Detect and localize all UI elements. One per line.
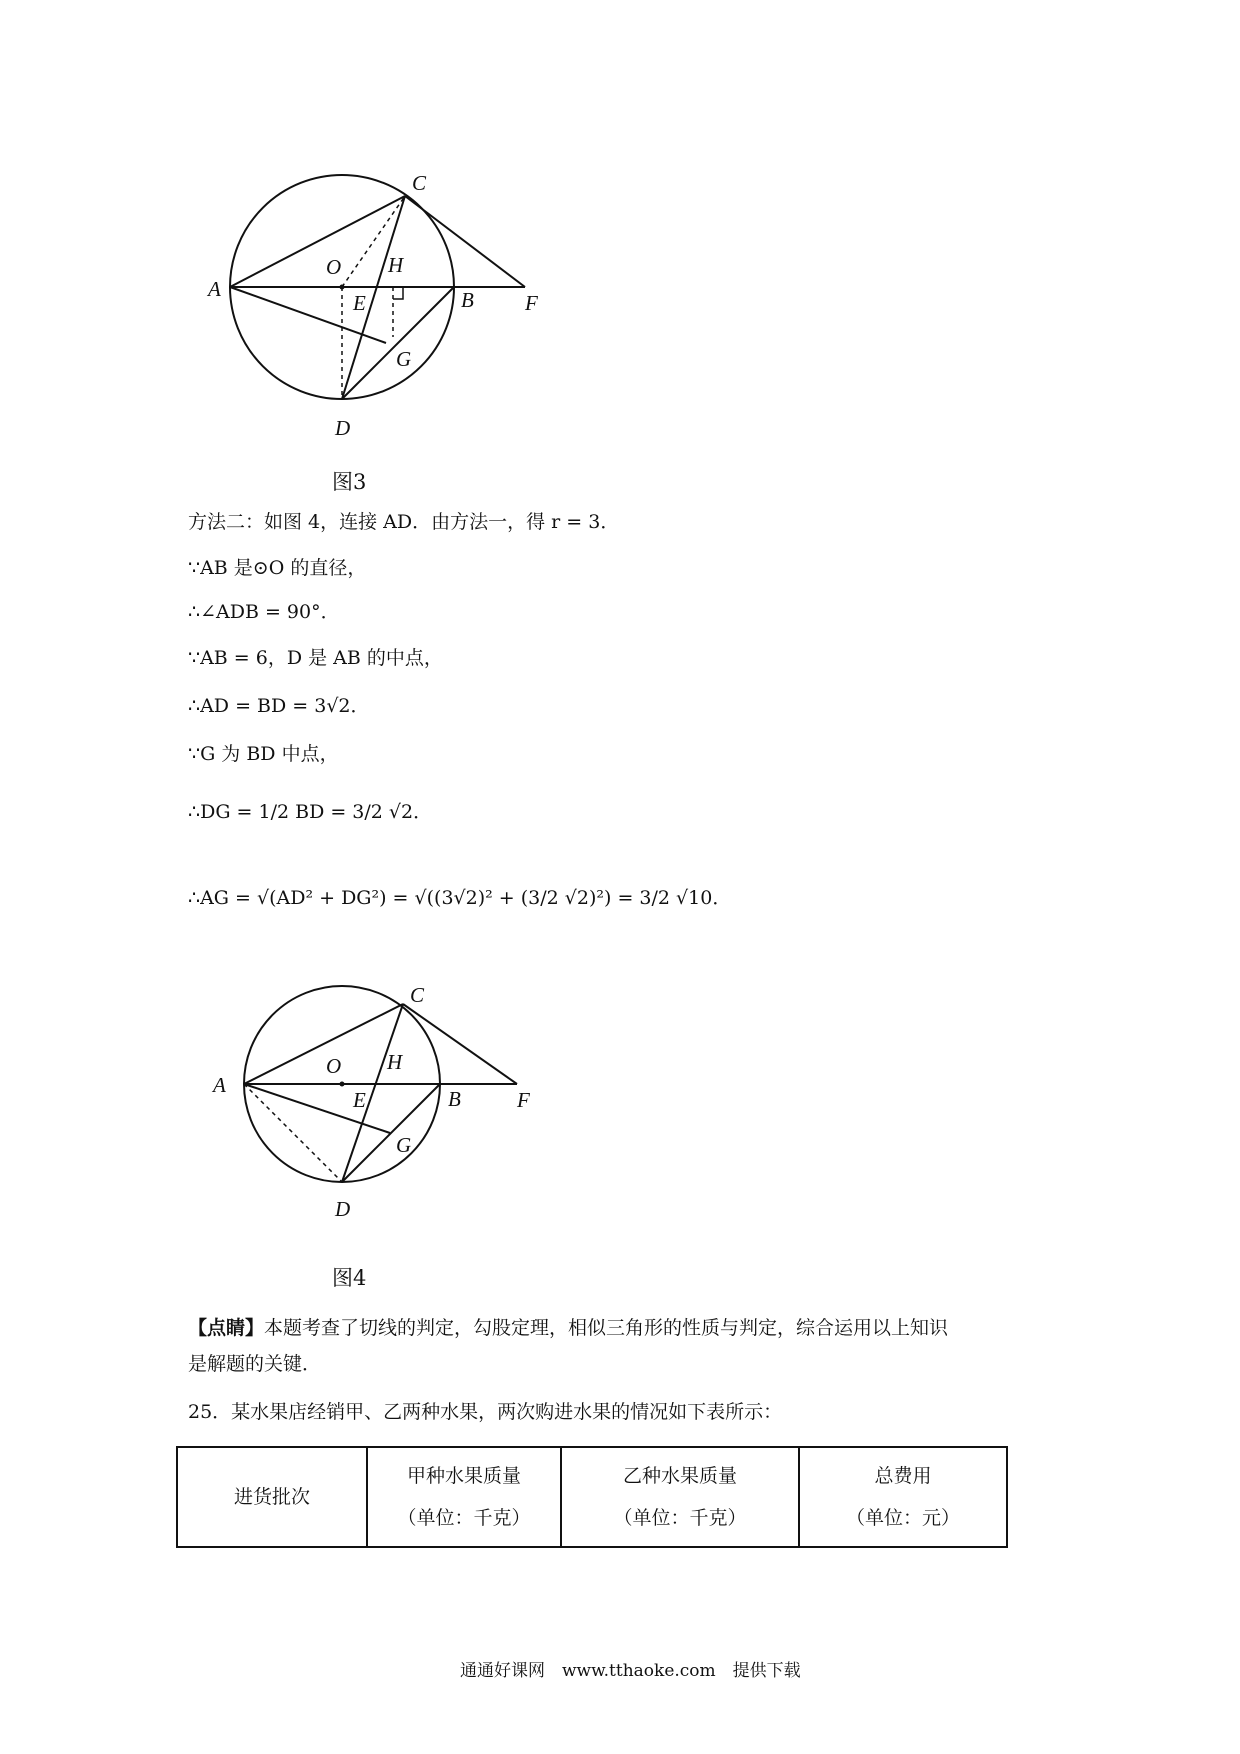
label-F: F xyxy=(525,291,538,315)
label-G: G xyxy=(396,347,412,371)
label-O: O xyxy=(326,255,342,279)
header-total-cost: 总费用 （单位：元） xyxy=(799,1447,1007,1547)
label-H: H xyxy=(387,1050,403,1074)
figure-4 xyxy=(205,980,565,1240)
comment-tag: 【点睛】 xyxy=(188,1317,265,1339)
label-H: H xyxy=(388,253,404,277)
method2-line6: ∴DG = 1/2 BD = 3/2 √2． xyxy=(188,801,433,823)
method2-line5: ∵G 为 BD 中点， xyxy=(188,743,339,765)
label-D: D xyxy=(335,1197,351,1221)
label-F: F xyxy=(517,1088,530,1112)
comment-text-2: 是解题的关键． xyxy=(188,1353,322,1375)
figure-4-diagram xyxy=(205,980,565,1240)
label-D: D xyxy=(335,416,351,440)
header-batch: 进货批次 xyxy=(177,1447,367,1547)
label-C: C xyxy=(410,983,425,1007)
label-A: A xyxy=(208,277,221,301)
label-B: B xyxy=(461,288,474,312)
figure-3-caption: 图3 xyxy=(332,470,367,494)
figure-3 xyxy=(200,160,580,450)
table-header-row xyxy=(177,1447,1007,1547)
header-fruit-a: 甲种水果质量 （单位：千克） xyxy=(367,1447,561,1547)
label-C: C xyxy=(412,171,427,195)
label-E: E xyxy=(353,1088,366,1112)
label-A: A xyxy=(213,1073,226,1097)
label-B: B xyxy=(448,1087,461,1111)
method2-line3: ∵AB = 6，D 是 AB 的中点， xyxy=(188,647,443,669)
method2-line4: ∴AD = BD = 3√2． xyxy=(188,695,370,717)
header-fruit-b: 乙种水果质量 （单位：千克） xyxy=(561,1447,799,1547)
comment-text-1: 本题考查了切线的判定，勾股定理，相似三角形的性质与判定，综合运用以上知识 xyxy=(264,1317,949,1339)
label-O: O xyxy=(326,1054,342,1078)
label-E: E xyxy=(353,291,366,315)
method2-intro: 方法二：如图 4，连接 AD．由方法一，得 r = 3． xyxy=(188,511,620,533)
comment-paragraph xyxy=(188,1310,948,1382)
label-G: G xyxy=(396,1133,412,1157)
method2-line1: ∵AB 是⊙O 的直径， xyxy=(188,557,367,579)
method2-line7: ∴AG = √(AD² + DG²) = √((3√2)² + (3/2 √2)²) = 3/2 √10． xyxy=(188,887,732,909)
page-footer: 通通好课网 www.tthaoke.com 提供下载 xyxy=(460,1661,801,1681)
figure-3-diagram xyxy=(200,160,580,450)
purchase-table xyxy=(176,1446,1008,1548)
figure-4-caption: 图4 xyxy=(332,1266,367,1290)
method2-line2: ∴∠ADB = 90°． xyxy=(188,601,340,623)
question-25-text: 25．某水果店经销甲、乙两种水果，两次购进水果的情况如下表所示： xyxy=(188,1401,783,1423)
